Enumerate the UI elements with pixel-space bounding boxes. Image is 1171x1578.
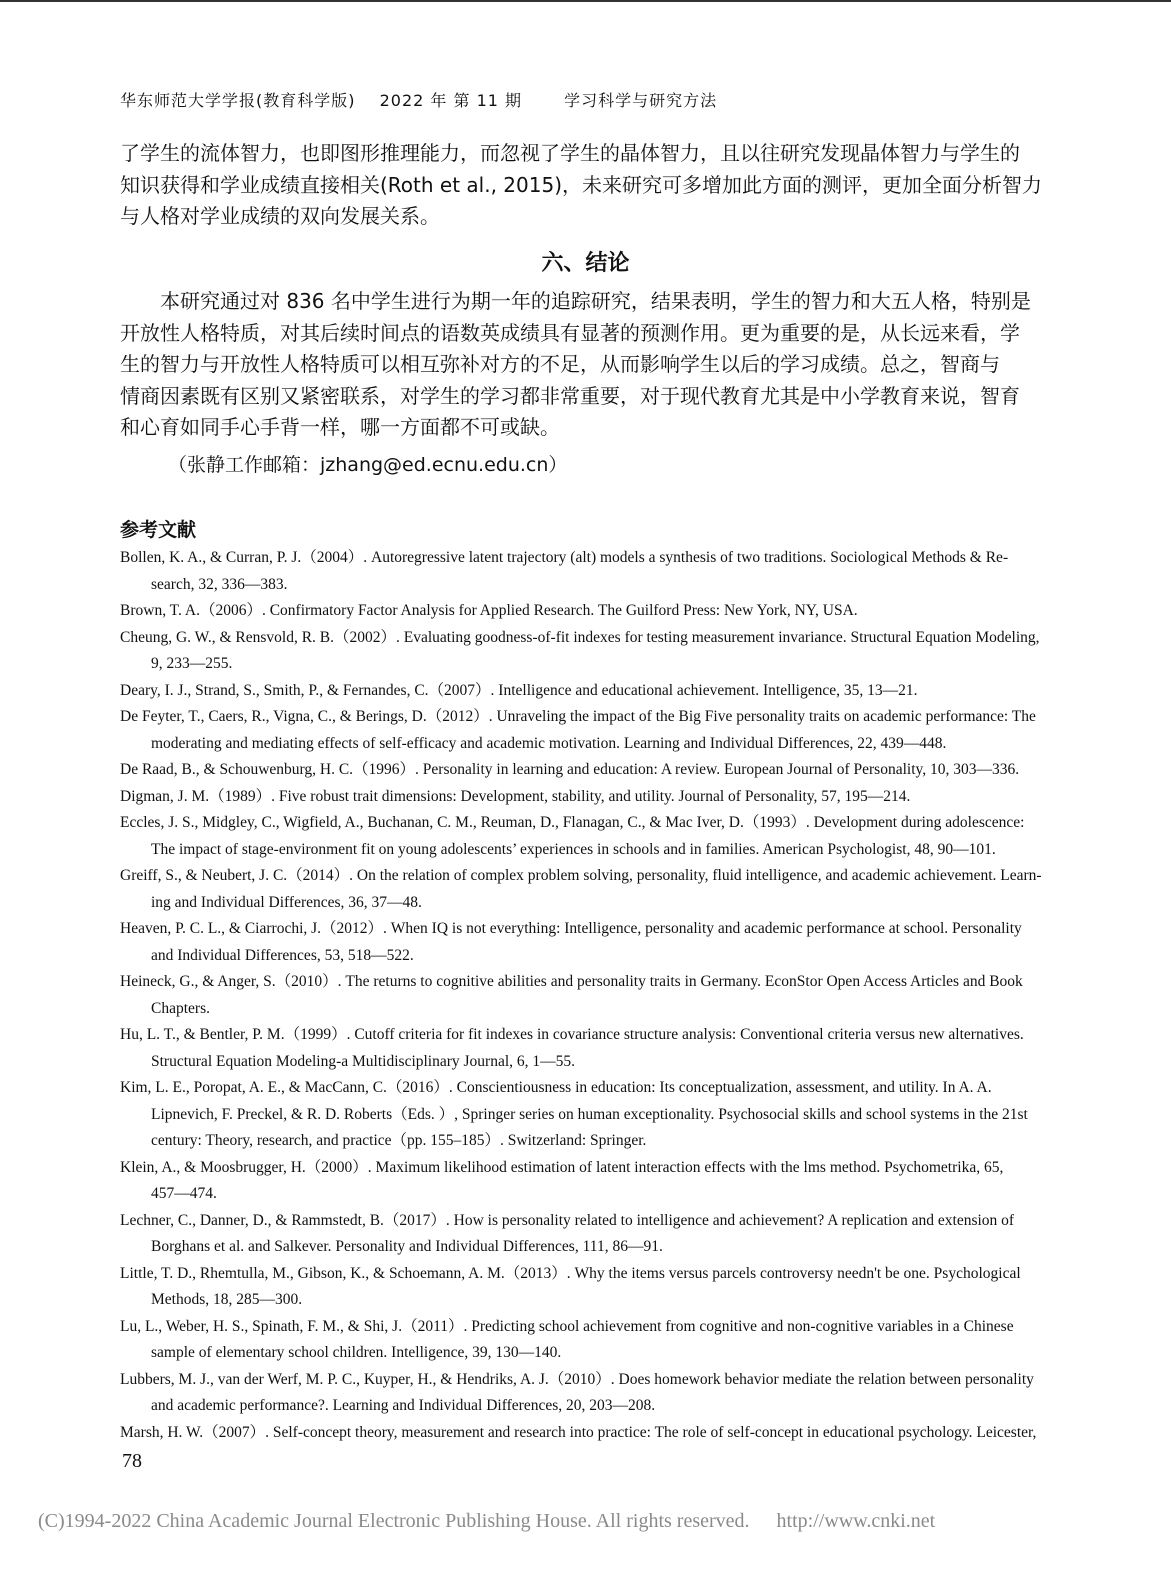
reference-item: [120, 1420, 1050, 1447]
reference-line: Brown, T. A.（2006）. Confirmatory Factor Analysis for Applied Research. The Guilford Press: New York, NY, USA.: [120, 602, 858, 619]
reference-item: [120, 704, 1050, 757]
paragraph-line: 情商因素既有区别又紧密联系，对学生的学习都非常重要，对于现代教育尤其是中小学教育来说，智育: [120, 383, 1020, 408]
reference-item: [120, 810, 1050, 863]
reference-line: ing and Individual Differences, 36, 37—48.: [151, 893, 422, 911]
page-number: 78: [122, 1450, 142, 1472]
section-label: 学习科学与研究方法: [564, 91, 718, 110]
top-rule: [0, 0, 1171, 2]
reference-line: De Feyter, T., Caers, R., Vigna, C., & Berings, D.（2012）. Unraveling the impact of the Big Five personality traits on academic performance: The: [120, 708, 1036, 725]
copyright-text: (C)1994-2022 China Academic Journal Electronic Publishing House. All rights reserved.: [38, 1510, 750, 1532]
reference-item: [120, 1155, 1050, 1208]
paragraph-line: 知识获得和学业成绩直接相关(Roth et al., 2015)，未来研究可多增加此方面的测评，更加全面分析智力: [120, 172, 1043, 197]
reference-item: [120, 598, 1050, 625]
reference-item: [120, 863, 1050, 916]
reference-line: Lubbers, M. J., van der Werf, M. P. C., Kuyper, H., & Hendriks, A. J.（2010）. Does homework behavior mediate the relation between personality: [120, 1370, 1034, 1388]
reference-item: [120, 625, 1050, 678]
paragraph-line: 与人格对学业成绩的双向发展关系。: [120, 204, 440, 228]
running-head: [120, 88, 735, 111]
conclusion-paragraph: [120, 286, 1050, 444]
reference-line: Borghans et al. and Salkever. Personality and Individual Differences, 111, 86—91.: [151, 1238, 663, 1255]
references-heading: 参考文献: [120, 519, 197, 541]
author-email: （张静工作邮箱：jzhang@ed.ecnu.edu.cn）: [168, 454, 568, 476]
section-title: 六、结论: [541, 251, 630, 276]
reference-line: Digman, J. M.（1989）. Five robust trait dimensions: Development, stability, and utility. Journal of Personality, 57, 195—214.: [120, 787, 911, 805]
reference-line: Klein, A., & Moosbrugger, H.（2000）. Maximum likelihood estimation of latent interaction effects with the lms method. Psychometrika, 65,: [120, 1158, 1004, 1176]
reference-line: search, 32, 336—383.: [151, 575, 288, 593]
reference-line: Greiff, S., & Neubert, J. C.（2014）. On the relation of complex problem solving, personality, fluid intelligence, and academic achievement. Learn-: [120, 867, 1042, 884]
journal-name: 华东师范大学学报(教育科学版): [120, 91, 356, 110]
paragraph-line: 了学生的流体智力，也即图形推理能力，而忽视了学生的晶体智力，且以往研究发现晶体智力与学生的: [120, 141, 1020, 165]
reference-line: moderating and mediating effects of self-efficacy and academic motivation. Learning and Individual Differences, 22, 439—448.: [151, 734, 947, 752]
reference-line: De Raad, B., & Schouwenburg, H. C.（1996）. Personality in learning and education: A review. European Journal of Personality, 10, 303—336.: [120, 761, 1020, 778]
reference-line: Eccles, J. S., Midgley, C., Wigfield, A., Buchanan, C. M., Reuman, D., Flanagan, C., & Mac Iver, D.（1993）. Development during adolescence:: [120, 814, 1025, 831]
reference-item: [120, 678, 1050, 705]
reference-item: [120, 1314, 1050, 1367]
reference-line: sample of elementary school children. Intelligence, 39, 130—140.: [151, 1344, 562, 1361]
reference-line: and Individual Differences, 53, 518—522.: [151, 946, 414, 964]
reference-item: [120, 916, 1050, 969]
reference-line: Lu, L., Weber, H. S., Spinath, F. M., & Shi, J.（2011）. Predicting school achievement from cognitive and non-cognitive variables in a Chinese: [120, 1317, 1014, 1335]
reference-line: century: Theory, research, and practice（pp. 155–185）. Switzerland: Springer.: [151, 1132, 647, 1149]
reference-line: Methods, 18, 285—300.: [151, 1291, 303, 1308]
reference-line: Hu, L. T., & Bentler, P. M.（1999）. Cutoff criteria for fit indexes in covariance structure analysis: Conventional criteria versus new alternatives.: [120, 1026, 1024, 1043]
reference-line: Heaven, P. C. L., & Ciarrochi, J.（2012）. When IQ is not everything: Intelligence, personality and academic performance at school. Personality: [120, 920, 1022, 937]
paragraph-line: 生的智力与开放性人格特质可以相互弥补对方的不足，从而影响学生以后的学习成绩。总之，智商与: [120, 352, 1000, 376]
reference-line: Bollen, K. A., & Curran, P. J.（2004）. Autoregressive latent trajectory (alt) models a synthesis of two traditions. Sociological Methods & Re-: [120, 549, 1009, 566]
reference-line: Deary, I. J., Strand, S., Smith, P., & Fernandes, C.（2007）. Intelligence and educational achievement. Intelligence, 35, 13—21.: [120, 681, 918, 699]
reference-line: Lipnevich, F. Preckel, & R. D. Roberts（Eds. ）, Springer series on human exceptionality. Psychosocial skills and school systems in the 21st: [151, 1105, 1028, 1123]
issue-label: 2022 年 第 11 期: [379, 91, 523, 110]
intro-paragraph: [120, 138, 1050, 233]
reference-item: [120, 1261, 1050, 1314]
reference-item: [120, 784, 1050, 811]
reference-item: [120, 757, 1050, 784]
reference-line: 9, 233—255.: [151, 655, 233, 672]
reference-item: [120, 1367, 1050, 1420]
paragraph-line: 和心育如同手心手背一样，哪一方面都不可或缺。: [120, 415, 560, 439]
reference-item: [120, 1022, 1050, 1075]
footer: [38, 1510, 935, 1533]
paragraph-line: 开放性人格特质，对其后续时间点的语数英成绩具有显著的预测作用。更为重要的是，从长远来看，学: [120, 320, 1020, 345]
reference-line: The impact of stage-environment fit on young adolescents’ experiences in schools and in families. American Psychologist, 48, 90—101.: [151, 840, 996, 858]
paragraph-line: 本研究通过对 836 名中学生进行为期一年的追踪研究，结果表明，学生的智力和大五人格，特别是: [120, 289, 1031, 313]
references-list: [120, 545, 1050, 1446]
reference-line: Little, T. D., Rhemtulla, M., Gibson, K., & Schoemann, A. M.（2013）. Why the items versus parcels controversy needn't be one. Psychological: [120, 1264, 1021, 1282]
reference-item: [120, 1208, 1050, 1261]
reference-line: Kim, L. E., Poropat, A. E., & MacCann, C.（2016）. Conscientiousness in education: Its conceptualization, assessment, and utility. In A. A.: [120, 1079, 992, 1096]
reference-line: and academic performance?. Learning and Individual Differences, 20, 203—208.: [151, 1397, 656, 1414]
reference-item: [120, 1075, 1050, 1155]
footer-url[interactable]: http://www.cnki.net: [776, 1510, 936, 1532]
reference-line: 457—474.: [151, 1185, 217, 1202]
reference-line: Marsh, H. W.（2007）. Self-concept theory, measurement and research into practice: The role of self-concept in educational psychology. Leicester,: [120, 1423, 1037, 1441]
reference-line: Heineck, G., & Anger, S.（2010）. The returns to cognitive abilities and personality traits in Germany. EconStor Open Access Articles and Book: [120, 973, 1023, 990]
reference-item: [120, 545, 1050, 598]
reference-item: [120, 969, 1050, 1022]
reference-line: Chapters.: [151, 999, 210, 1017]
reference-line: Lechner, C., Danner, D., & Rammstedt, B.（2017）. How is personality related to intelligence and achievement? A replication and extension of: [120, 1211, 1015, 1229]
reference-line: Structural Equation Modeling-a Multidisciplinary Journal, 6, 1—55.: [151, 1052, 576, 1070]
reference-line: Cheung, G. W., & Rensvold, R. B.（2002）. Evaluating goodness-of-fit indexes for testing measurement invariance. Structural Equation Modeling,: [120, 628, 1040, 646]
